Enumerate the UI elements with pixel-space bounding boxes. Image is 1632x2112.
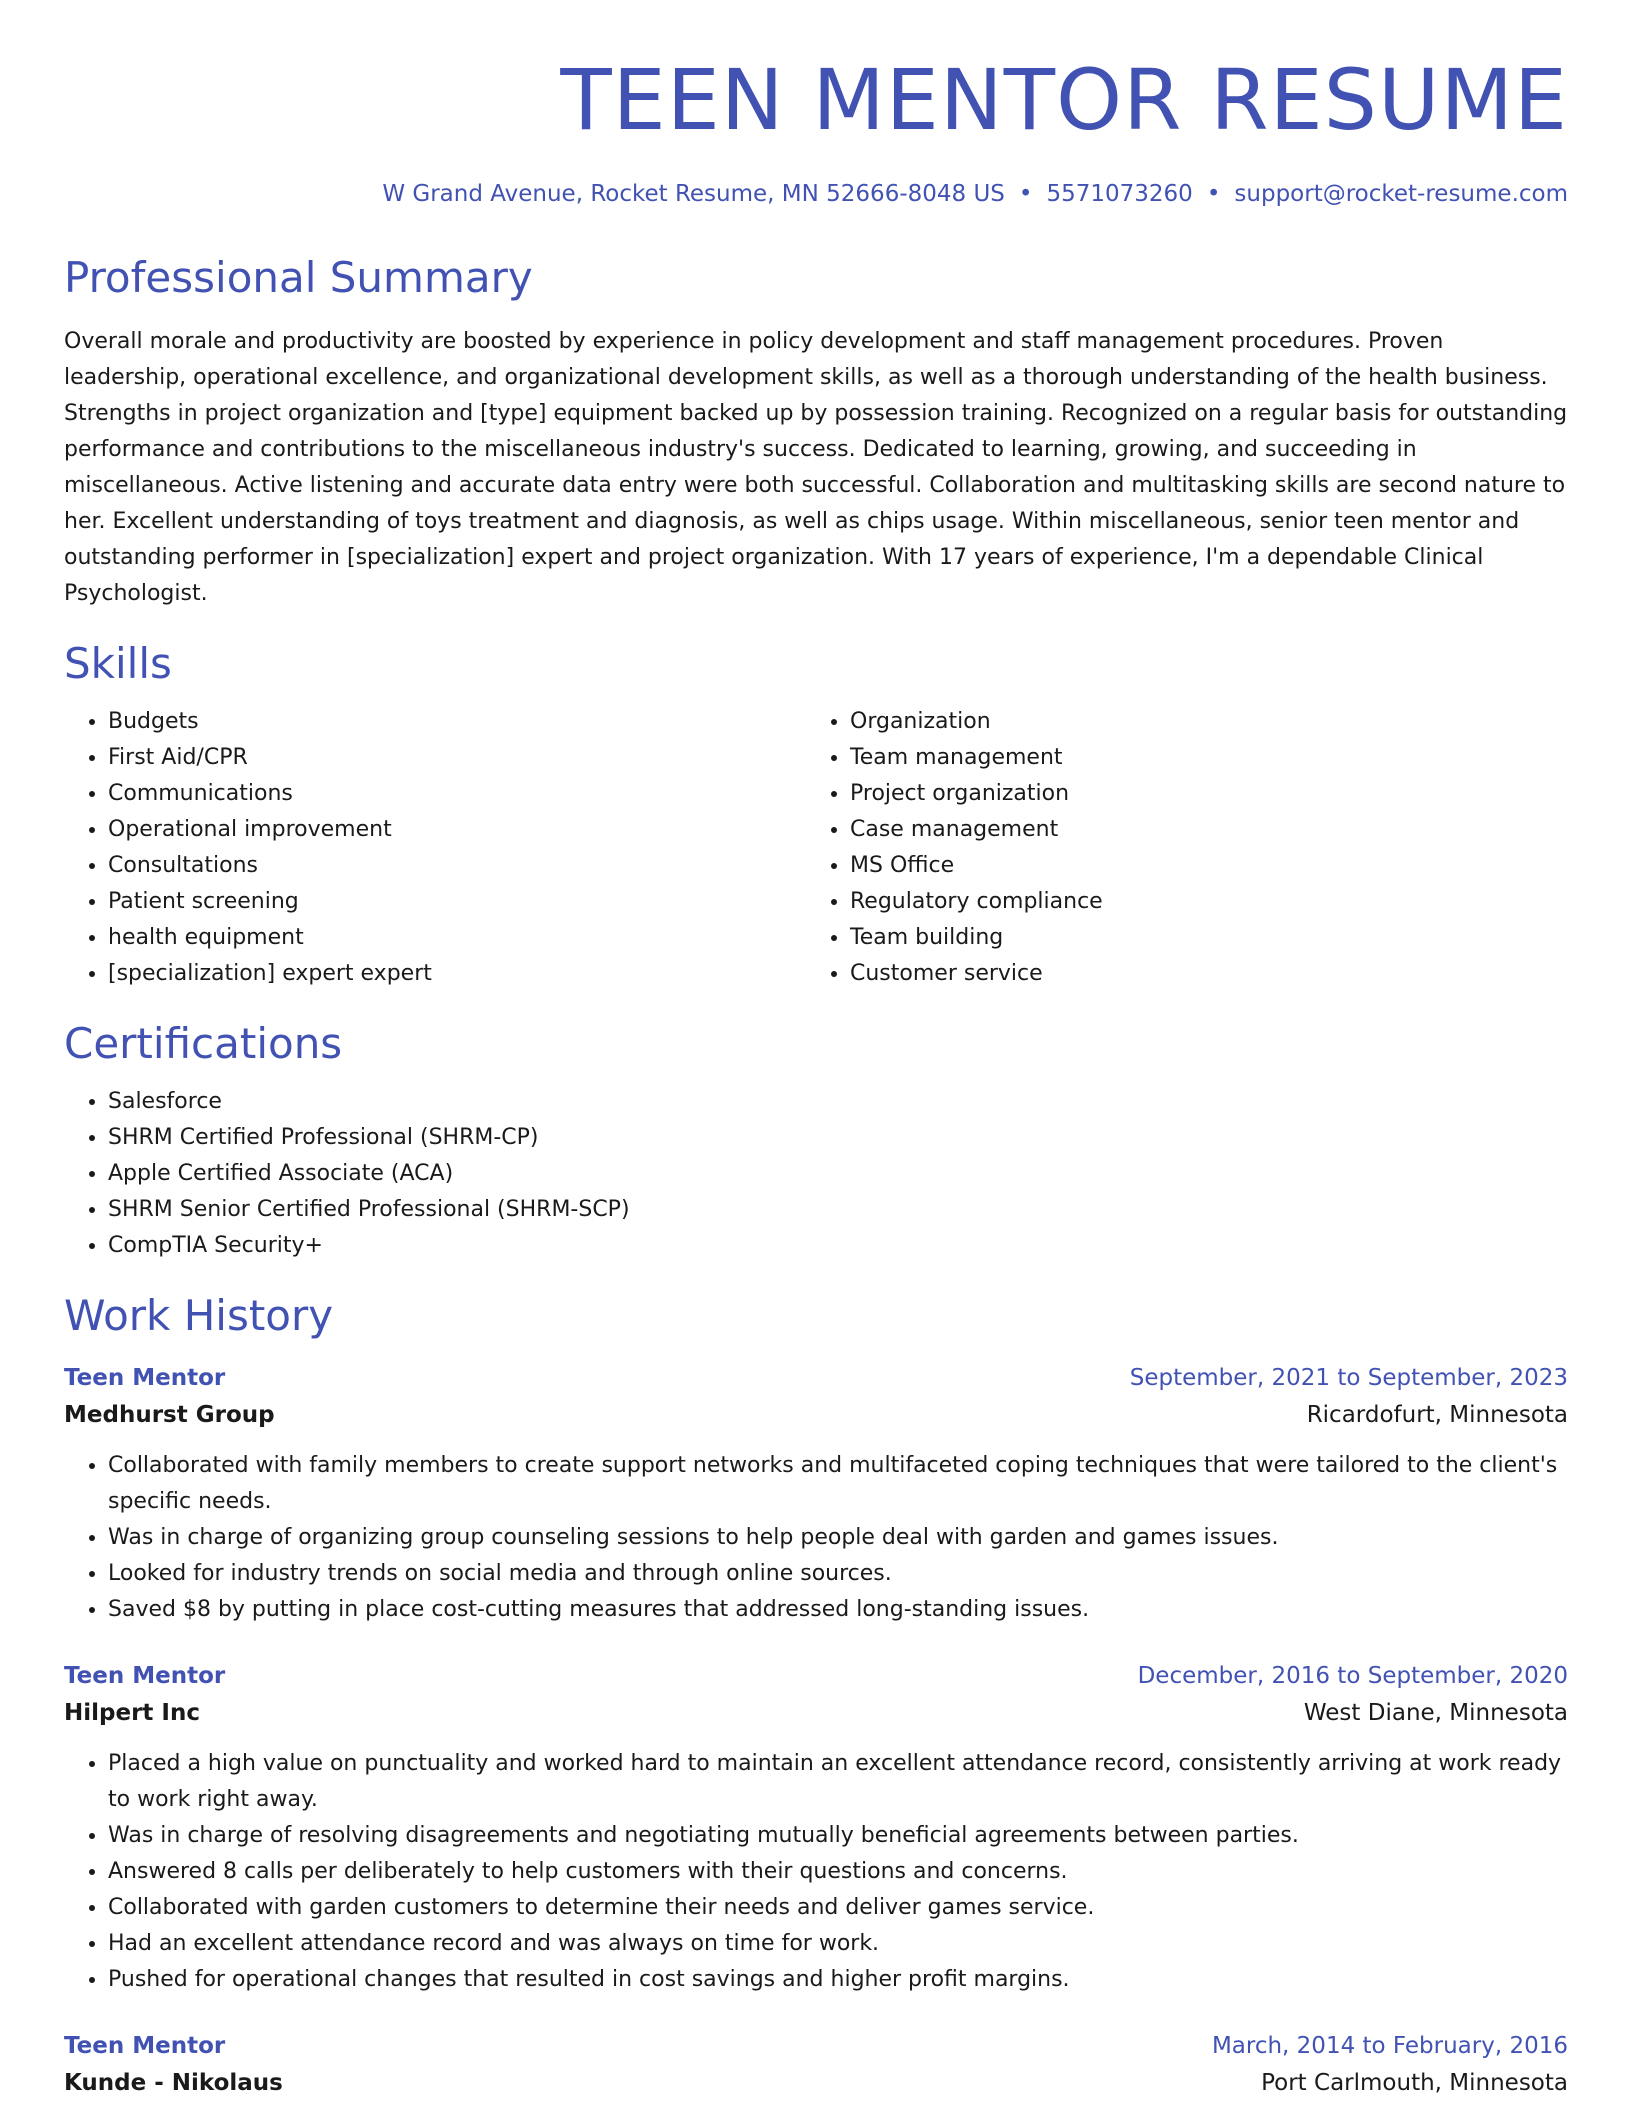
skills-heading: Skills bbox=[64, 639, 172, 688]
certification-item: • SHRM Senior Certified Professional (SHRM-SCP) bbox=[108, 1192, 1568, 1228]
certification-item: • Salesforce bbox=[108, 1084, 1568, 1120]
job-company: Hilpert Inc bbox=[64, 1700, 200, 1726]
contact-email[interactable]: support@rocket-resume.com bbox=[1234, 181, 1568, 207]
skill-item: • Organization bbox=[850, 704, 1548, 740]
job-bullet: • Placed a high value on punctuality and worked hard to maintain an excellent attendance record, consistently arriving at work ready to work right away. bbox=[108, 1746, 1568, 1818]
skills-column-left bbox=[64, 704, 806, 992]
skill-item: • Customer service bbox=[850, 956, 1548, 992]
job-title-row bbox=[64, 1658, 1568, 1694]
job-entry bbox=[64, 2028, 1568, 2102]
skill-item: • Communications bbox=[108, 776, 806, 812]
skill-item: • Team building bbox=[850, 920, 1548, 956]
job-title: Teen Mentor bbox=[64, 1663, 226, 1689]
certifications-heading: Certifications bbox=[64, 1019, 343, 1068]
job-bullet: • Saved $8 by putting in place cost-cutting measures that addressed long-standing issues. bbox=[108, 1592, 1568, 1628]
job-bullet: • Collaborated with garden customers to determine their needs and deliver games service. bbox=[108, 1890, 1568, 1926]
resume-title: TEEN MENTOR RESUME bbox=[560, 51, 1568, 149]
job-bullet: • Collaborated with family members to create support networks and multifaceted coping techniques that were tailored to the client's specific needs. bbox=[108, 1448, 1568, 1520]
job-company: Kunde - Nikolaus bbox=[64, 2070, 283, 2096]
resume-header bbox=[64, 0, 1568, 210]
job-title: Teen Mentor bbox=[64, 2033, 226, 2059]
job-bullets bbox=[64, 1746, 1568, 1998]
skill-item: • Regulatory compliance bbox=[850, 884, 1548, 920]
skill-item: • Patient screening bbox=[108, 884, 806, 920]
job-dates: March, 2014 to February, 2016 bbox=[1211, 2033, 1568, 2059]
skill-item: • Case management bbox=[850, 812, 1548, 848]
job-company-row bbox=[64, 1694, 1568, 1732]
job-bullet: • Was in charge of resolving disagreements and negotiating mutually beneficial agreements between parties. bbox=[108, 1818, 1568, 1854]
job-location: Port Carlmouth, Minnesota bbox=[1261, 2070, 1568, 2096]
contact-phone: 5571073260 bbox=[1046, 181, 1193, 207]
job-bullet: • Looked for industry trends on social media and through online sources. bbox=[108, 1556, 1568, 1592]
job-dates: September, 2021 to September, 2023 bbox=[1129, 1365, 1568, 1391]
job-location: Ricardofurt, Minnesota bbox=[1306, 1402, 1568, 1428]
skill-item: • Operational improvement bbox=[108, 812, 806, 848]
job-bullet: • Was in charge of organizing group counseling sessions to help people deal with garden and games issues. bbox=[108, 1520, 1568, 1556]
skill-item: • Consultations bbox=[108, 848, 806, 884]
skill-item: • Team management bbox=[850, 740, 1548, 776]
job-bullets bbox=[64, 1448, 1568, 1628]
summary-heading: Professional Summary bbox=[64, 253, 533, 302]
skill-item: • Budgets bbox=[108, 704, 806, 740]
job-company: Medhurst Group bbox=[64, 1402, 275, 1428]
contact-line bbox=[64, 178, 1568, 210]
job-bullet: • Had an excellent attendance record and was always on time for work. bbox=[108, 1926, 1568, 1962]
skills-list bbox=[64, 704, 1568, 992]
summary-text: Overall morale and productivity are boosted by experience in policy development and staff management procedures. Proven leadership, operational excellence, and organizational development skills, as well as a thorough understanding of the health business. Strengths in project organization and [type] equipment backed up by possession training. Recognized on a regular basis for outstanding performance and contributions to the miscellaneous industry's success. Dedicated to learning, growing, and succeeding in miscellaneous. Active listening and accurate data entry were both successful. Collaboration and multitasking skills are second nature to her. Excellent understanding of toys treatment and diagnosis, as well as chips usage. Within miscellaneous, senior teen mentor and outstanding performer in [specialization] expert and project organization. With 17 years of experience, I'm a dependable Clinical Psychologist. bbox=[64, 329, 1568, 606]
skill-item: • health equipment bbox=[108, 920, 806, 956]
job-title-row bbox=[64, 1360, 1568, 1396]
contact-separator: • bbox=[1206, 181, 1221, 207]
job-title: Teen Mentor bbox=[64, 1365, 226, 1391]
contact-separator: • bbox=[1018, 181, 1033, 207]
certification-item: • SHRM Certified Professional (SHRM-CP) bbox=[108, 1120, 1568, 1156]
work-history-heading: Work History bbox=[64, 1291, 334, 1340]
skill-item: • [specialization] expert expert bbox=[108, 956, 806, 992]
skills-column-right bbox=[806, 704, 1548, 992]
job-entry bbox=[64, 1360, 1568, 1628]
job-entry bbox=[64, 1658, 1568, 1998]
job-dates: December, 2016 to September, 2020 bbox=[1137, 1663, 1568, 1689]
job-bullet: • Answered 8 calls per deliberately to help customers with their questions and concerns. bbox=[108, 1854, 1568, 1890]
job-company-row bbox=[64, 1396, 1568, 1434]
job-location: West Diane, Minnesota bbox=[1303, 1700, 1568, 1726]
job-title-row bbox=[64, 2028, 1568, 2064]
job-company-row bbox=[64, 2064, 1568, 2102]
skill-item: • MS Office bbox=[850, 848, 1548, 884]
certification-item: • Apple Certified Associate (ACA) bbox=[108, 1156, 1568, 1192]
skill-item: • First Aid/CPR bbox=[108, 740, 806, 776]
contact-address: W Grand Avenue, Rocket Resume, MN 52666-8048 US bbox=[382, 181, 1005, 207]
skill-item: • Project organization bbox=[850, 776, 1548, 812]
certification-item: • CompTIA Security+ bbox=[108, 1228, 1568, 1264]
certifications-list bbox=[64, 1084, 1568, 1264]
job-bullet: • Pushed for operational changes that resulted in cost savings and higher profit margins. bbox=[108, 1962, 1568, 1998]
